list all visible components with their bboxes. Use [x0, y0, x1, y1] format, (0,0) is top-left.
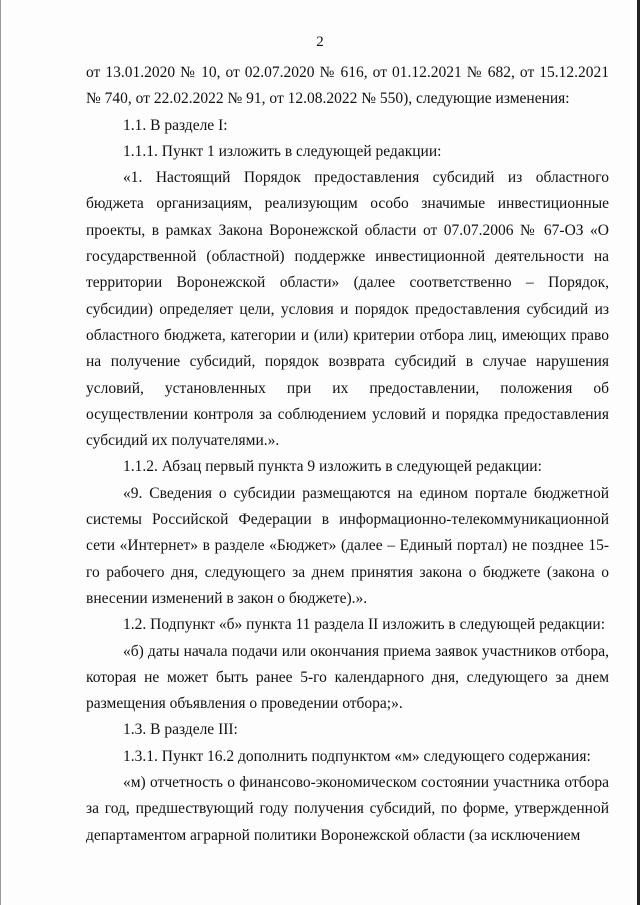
- paragraph: 1.2. Подпункт «б» пункта 11 раздела II изложить в следующей редакции:: [123, 616, 606, 634]
- paragraph: «9. Сведения о субсидии размещаются на едином портале бюджетной системы Российской Федерации в информационно-телекоммуникационной сети «Интернет» в разделе «Бюджет» (далее – Единый портал) не позднее 15-го рабочего дня, следующего за днем принятия закона о бюджете (закона о внесении изменений в закон о бюджете).».: [86, 484, 609, 607]
- paragraph: от 13.01.2020 № 10, от 02.07.2020 № 616, от 01.12.2021 № 682, от 15.12.2021 № 740, от 22.02.2022 № 91, от 12.08.2022 № 550), следующие изменения:: [86, 64, 609, 108]
- paragraph: 1.3. В разделе III:: [123, 721, 238, 739]
- document-body: [86, 60, 609, 849]
- paragraph: 1.1. В разделе I:: [123, 116, 228, 134]
- paragraph: 1.3.1. Пункт 16.2 дополнить подпунктом «м» следующего содержания:: [123, 747, 591, 765]
- scan-left-edge: [0, 0, 1, 905]
- paragraph: «1. Настоящий Порядок предоставления субсидий из областного бюджета организациям, реализующим особо значимые инвестиционные проекты, в рамках Закона Воронежской области от 07.07.2006 № 67-ОЗ «О государственной (областной) поддержке инвестиционной деятельности на территории Воронежской области» (далее соответственно – Порядок, субсидии) определяет цели, условия и порядок предоставления субсидий из областного бюджета, категории и (или) критерии отбора лиц, имеющих право на получение субсидий, порядок возврата субсидий в случае нарушения условий, установленных при их предоставлении, положения об осуществлении контроля за соблюдением условий и порядка предоставления субсидий их получателями.».: [86, 169, 609, 450]
- paragraph: «б) даты начала подачи или окончания приема заявок участников отбора, которая не может быть ранее 5-го календарного дня, следующего за днем размещения объявления о проведении отбора;».: [86, 642, 609, 713]
- paragraph: 1.1.1. Пункт 1 изложить в следующей редакции:: [123, 142, 442, 160]
- paragraph: 1.1.2. Абзац первый пункта 9 изложить в следующей редакции:: [123, 458, 542, 476]
- page-number: 2: [316, 34, 324, 50]
- paragraph: «м) отчетность о финансово-экономическом состоянии участника отбора за год, предшествующий году получения субсидий, по форме, утвержденной департаментом аграрной политики Воронежской области (за исключением: [86, 774, 609, 844]
